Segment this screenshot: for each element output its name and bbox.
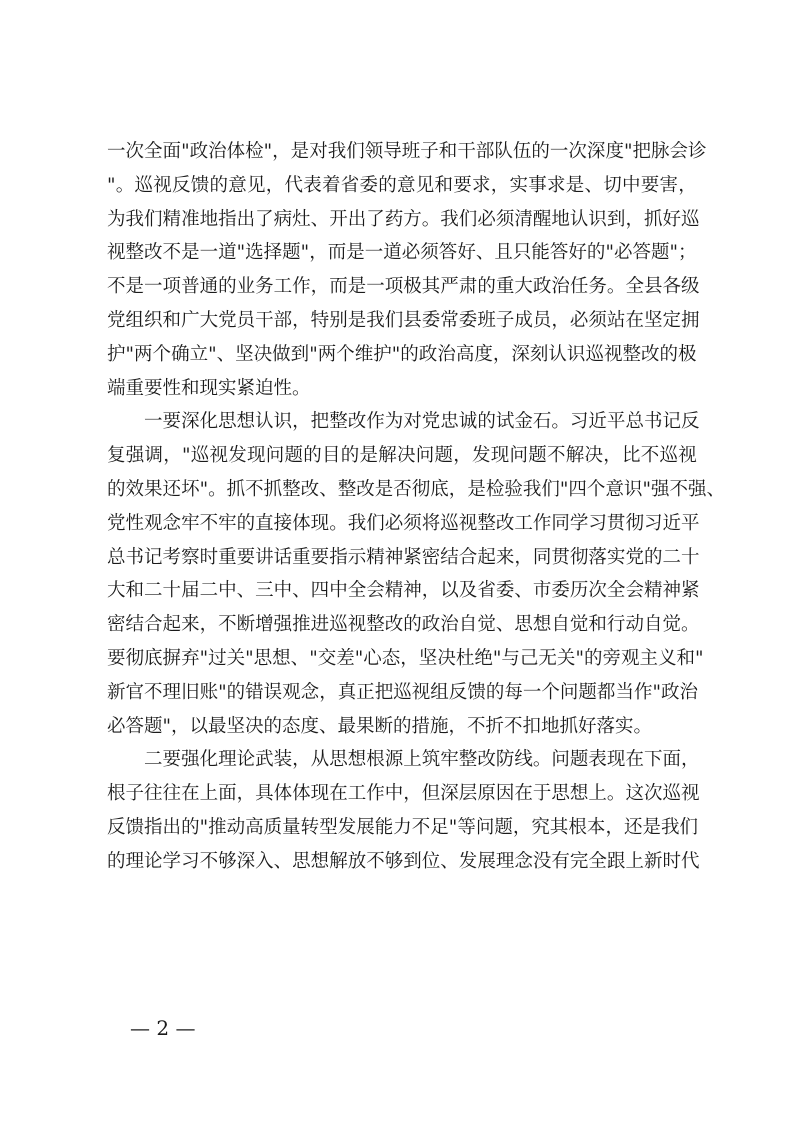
text-line: 不 是 一 项 普 通 的 业 务 工 作 ， 而 是 一 项 极 其 严 肃 的 重 大 政 治 任 务 。 全 县 各 级 xyxy=(107,276,700,298)
text-line: 新 官 不 理 旧 账 " 的 错 误 观 念 ， 真 正 把 巡 视 组 反 馈 的 每 一 个 问 题 都 当 作 " 政 治 xyxy=(107,681,699,703)
text-line: 大 和 二 十 届 二 中 、 三 中 、 四 中 全 会 精 神 ， 以 及 省 委 、 市 委 历 次 全 会 精 神 紧 xyxy=(107,580,700,602)
page-number: — 2 — xyxy=(130,1016,196,1040)
text-line: 党 性 观 念 牢 不 牢 的 直 接 体 现 。 我 们 必 须 将 巡 视 整 改 工 作 同 学 习 贯 彻 习 近 平 xyxy=(107,512,700,534)
text-line: 一 次 全 面 " 政 治 体 检 " ， 是 对 我 们 领 导 班 子 和 干 部 队 伍 的 一 次 深 度 " 把 脉 会 诊 xyxy=(107,141,707,162)
text-line: 总 书 记 考 察 时 重 要 讲 话 重 要 指 示 精 神 紧 密 结 合 起 来 ， 同 贯 彻 落 实 党 的 二 十 xyxy=(107,546,700,568)
text-line: 为 我 们 精 准 地 指 出 了 病 灶 、 开 出 了 药 方 。 我 们 必 须 清 醒 地 认 识 到 ， 抓 好 巡 xyxy=(107,208,700,230)
text-line: 的 效 果 还 坏 " 。 抓 不 抓 整 改 、 整 改 是 否 彻 底 ， 是 检 验 我 们 " 四 个 意 识 " 强 不 强 、 xyxy=(107,478,726,500)
body-text xyxy=(107,135,726,879)
text-line: 的 理 论 学 习 不 够 深 入 、 思 想 解 放 不 够 到 位 、 发 展 理 念 没 有 完 全 跟 上 新 时 代 xyxy=(107,850,700,872)
text-line: " 。 巡 视 反 馈 的 意 见 ， 代 表 着 省 委 的 意 见 和 要 求 ， 实 事 求 是 、 切 中 要 害 ， xyxy=(107,174,697,196)
text-line: 二 要 强 化 理 论 武 装 ， 从 思 想 根 源 上 筑 牢 整 改 防 线 。 问 题 表 现 在 下 面 ， xyxy=(144,749,700,771)
text-line: 一 要 深 化 思 想 认 识 ， 把 整 改 作 为 对 党 忠 诚 的 试 金 石 。 习 近 平 总 书 记 反 xyxy=(144,411,700,433)
text-line: 密 结 合 起 来 ， 不 断 增 强 推 进 巡 视 整 改 的 政 治 自 觉 、 思 想 自 觉 和 行 动 自 觉 。 xyxy=(107,614,700,636)
text-line: 视 整 改 不 是 一 道 " 选 择 题 " ， 而 是 一 道 必 须 答 好 、 且 只 能 答 好 的 " 必 答 题 " ； xyxy=(107,242,697,264)
text-line: 护 " 两 个 确 立 " 、 坚 决 做 到 " 两 个 维 护 " 的 政 治 高 度 ， 深 刻 认 识 巡 视 整 改 的 极 xyxy=(107,343,697,365)
text-line: 端重要性和现实紧迫性。 xyxy=(107,377,311,399)
text-line: 根 子 往 往 在 上 面 ， 具 体 体 现 在 工 作 中 ， 但 深 层 原 因 在 于 思 想 上 。 这 次 巡 视 xyxy=(107,783,700,805)
text-line: 要 彻 底 摒 弃 " 过 关 " 思 想 、 " 交 差 " 心 态 ， 坚 决 杜 绝 " 与 己 无 关 " 的 旁 观 主 义 和 " xyxy=(107,647,704,669)
text-line: 复 强 调 ， " 巡 视 发 现 问 题 的 目 的 是 解 决 问 题 ， 发 现 问 题 不 解 决 ， 比 不 巡 视 xyxy=(107,445,697,467)
text-line: 反 馈 指 出 的 " 推 动 高 质 量 转 型 发 展 能 力 不 足 " 等 问 题 ， 究 其 根 本 ， 还 是 我 们 xyxy=(107,816,699,838)
text-line: 党 组 织 和 广 大 党 员 干 部 ， 特 别 是 我 们 县 委 常 委 班 子 成 员 ， 必 须 站 在 坚 定 拥 xyxy=(107,309,700,331)
text-line: 必答题"，以最坚决的态度、最果断的措施，不折不扣地抓好落实。 xyxy=(107,715,653,737)
